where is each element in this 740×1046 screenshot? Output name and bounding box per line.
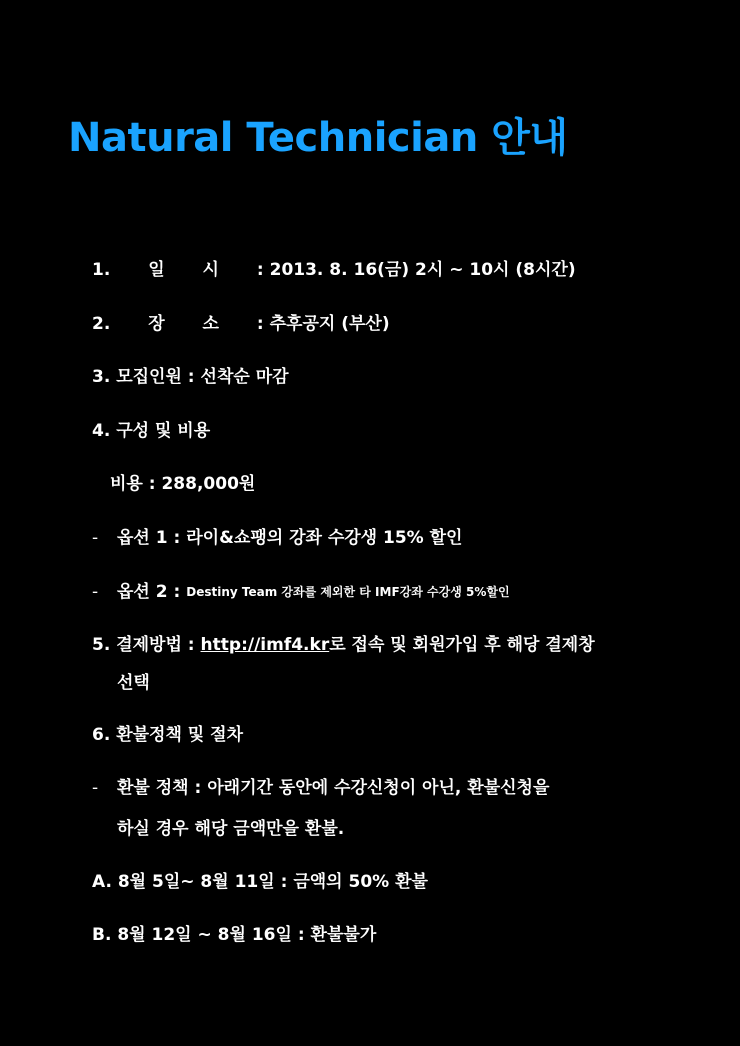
payment-rest: 로 접속 및 회원가입 후 해당 결제창	[329, 635, 595, 655]
option1-line: 옵션 1 : 라이&쇼팽의 강좌 수강생 15% 할인	[117, 528, 463, 548]
place-label: 2. 장 소 :	[92, 314, 264, 334]
payment-continued: 선택	[117, 673, 150, 693]
option2-line	[117, 581, 510, 603]
refund-period-b: B. 8월 12일 ~ 8월 16일 : 환불불가	[92, 925, 377, 945]
payment-line	[92, 634, 595, 656]
composition-heading: 4. 구성 및 비용	[92, 421, 211, 441]
option2-detail: Destiny Team 강좌를 제외한 타 IMF강좌 수강생 5%할인	[186, 585, 510, 599]
payment-label: 5. 결제방법 :	[92, 635, 195, 655]
payment-link[interactable]: http://imf4.kr	[200, 635, 330, 655]
option2-label: 옵션 2 :	[117, 582, 181, 602]
cost-line: 비용 : 288,000원	[110, 474, 256, 494]
date-label: 1. 일 시 :	[92, 260, 264, 280]
refund-heading: 6. 환불정책 및 절차	[92, 725, 243, 745]
refund-period-a: A. 8월 5일~ 8월 11일 : 금액의 50% 환불	[92, 872, 428, 892]
recruit-line: 3. 모집인원 : 선착순 마감	[92, 367, 289, 387]
date-value: 2013. 8. 16(금) 2시 ~ 10시 (8시간)	[269, 260, 576, 280]
date-line	[92, 259, 576, 281]
page-title: Natural Technician 안내	[68, 115, 568, 161]
refund-policy-continued: 하실 경우 해당 금액만을 환불.	[117, 819, 345, 839]
refund-policy-line: 환불 정책 : 아래기간 동안에 수강신청이 아닌, 환불신청을	[117, 778, 550, 798]
option2-dash: -	[92, 582, 99, 602]
option1-dash: -	[92, 528, 99, 548]
refund-dash: -	[92, 778, 99, 798]
place-value: 추후공지 (부산)	[269, 314, 390, 334]
place-line	[92, 313, 390, 335]
